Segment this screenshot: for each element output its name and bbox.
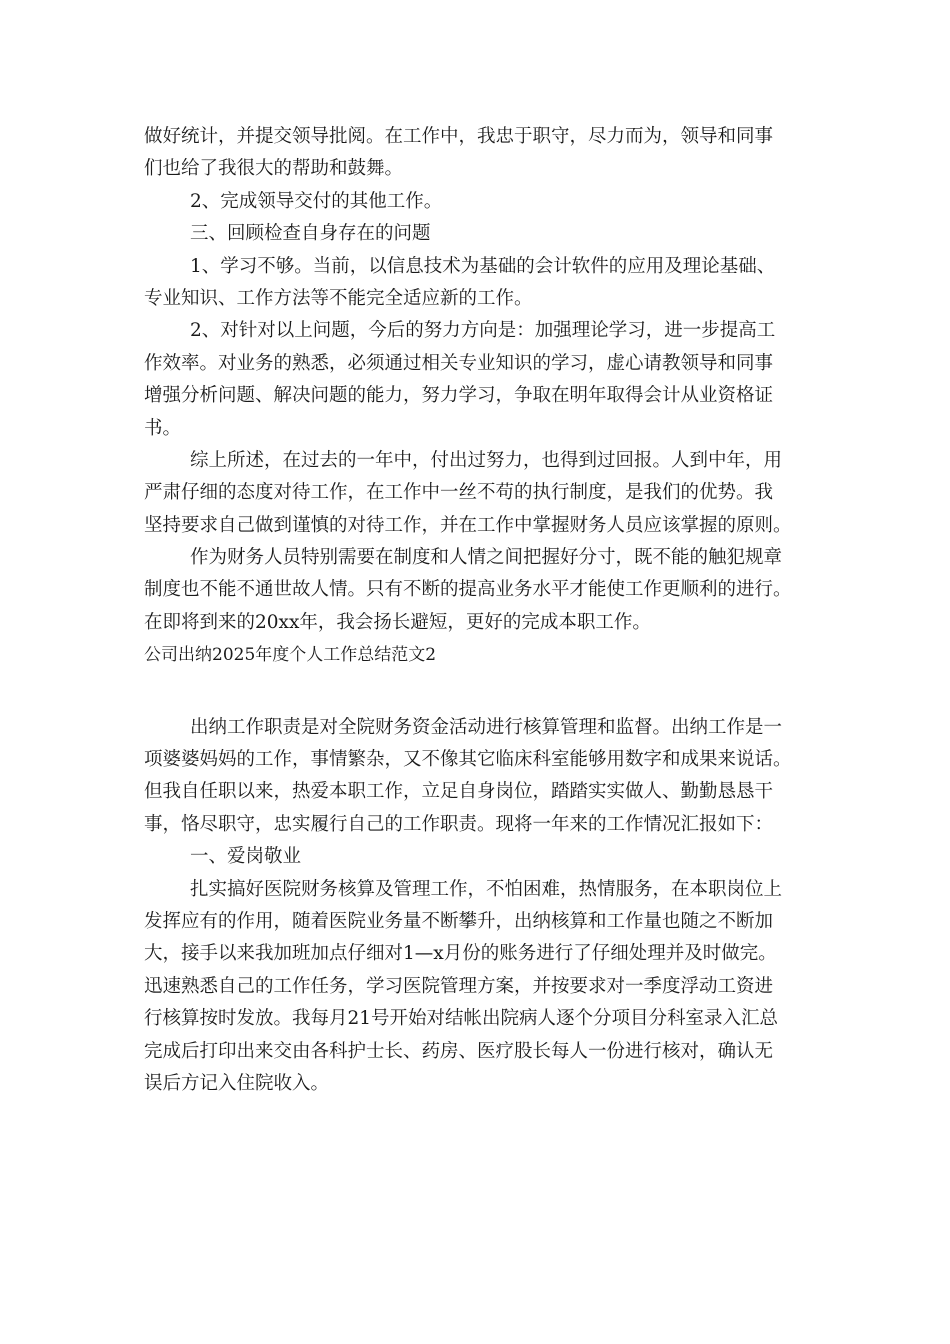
text-line: 坚持要求自己做到谨慎的对待工作，并在工作中掌握财务人员应该掌握的原则。 bbox=[144, 514, 792, 536]
list-item: 2、完成领导交付的其他工作。 bbox=[190, 190, 443, 212]
document-title: 公司出纳2025年度个人工作总结范文2 bbox=[144, 645, 437, 666]
text-line: 专业知识、工作方法等不能完全适应新的工作。 bbox=[144, 287, 533, 309]
text-line: 大，接手以来我加班加点仔细对1—x月份的账务进行了仔细处理并及时做完。 bbox=[144, 943, 777, 965]
text-line: 严肃仔细的态度对待工作，在工作中一丝不苟的执行制度，是我们的优势。我 bbox=[144, 482, 774, 504]
list-item: 1、学习不够。当前，以信息技术为基础的会计软件的应用及理论基础、 bbox=[190, 255, 776, 277]
text-line: 在即将到来的20xx年，我会扬长避短，更好的完成本职工作。 bbox=[144, 611, 651, 633]
text-line: 做好统计，并提交领导批阅。在工作中，我忠于职守，尽力而为，领导和同事 bbox=[144, 126, 774, 147]
paragraph-start: 扎实搞好医院财务核算及管理工作，不怕困难，热情服务，在本职岗位上 bbox=[190, 878, 783, 900]
text-line: 误后方记入住院收入。 bbox=[144, 1072, 330, 1094]
text-line: 们也给了我很大的帮助和鼓舞。 bbox=[144, 158, 404, 180]
text-line: 作效率。对业务的熟悉，必须通过相关专业知识的学习，虚心请教领导和同事 bbox=[144, 352, 774, 374]
text-line: 增强分析问题、解决问题的能力，努力学习，争取在明年取得会计从业资格证 bbox=[144, 385, 774, 407]
text-line: 行核算按时发放。我每月21号开始对结帐出院病人逐个分项目分科室录入汇总 bbox=[144, 1008, 779, 1030]
text-line: 迅速熟悉自己的工作任务，学习医院管理方案，并按要求对一季度浮动工资进 bbox=[144, 975, 774, 997]
text-line: 事，恪尽职守，忠实履行自己的工作职责。现将一年来的工作情况汇报如下： bbox=[144, 813, 774, 835]
text-line: 制度也不能不通世故人情。只有不断的提高业务水平才能使工作更顺利的进行。 bbox=[144, 579, 792, 601]
text-line: 发挥应有的作用，随着医院业务量不断攀升，出纳核算和工作量也随之不断加 bbox=[144, 910, 774, 932]
paragraph-start: 综上所述，在过去的一年中，付出过努力，也得到过回报。人到中年，用 bbox=[190, 449, 783, 471]
paragraph-start: 作为财务人员特别需要在制度和人情之间把握好分寸，既不能的触犯规章 bbox=[190, 547, 783, 569]
text-line: 完成后打印出来交由各科护士长、药房、医疗股长每人一份进行核对，确认无 bbox=[144, 1040, 774, 1062]
section-heading: 三、回顾检查自身存在的问题 bbox=[190, 223, 431, 245]
document-page bbox=[144, 121, 806, 1100]
paragraph-start: 出纳工作职责是对全院财务资金活动进行核算管理和监督。出纳工作是一 bbox=[190, 716, 783, 738]
list-item: 2、对针对以上问题，今后的努力方向是：加强理论学习，进一步提高工 bbox=[190, 320, 776, 342]
text-line: 书。 bbox=[144, 417, 182, 439]
section-heading: 一、爱岗敬业 bbox=[190, 846, 302, 868]
text-line: 项婆婆妈妈的工作，事情繁杂，又不像其它临床科室能够用数字和成果来说话。 bbox=[144, 749, 792, 771]
spacer bbox=[144, 672, 806, 712]
text-line: 但我自任职以来，热爱本职工作，立足自身岗位，踏踏实实做人、勤勤恳恳干 bbox=[144, 781, 774, 803]
